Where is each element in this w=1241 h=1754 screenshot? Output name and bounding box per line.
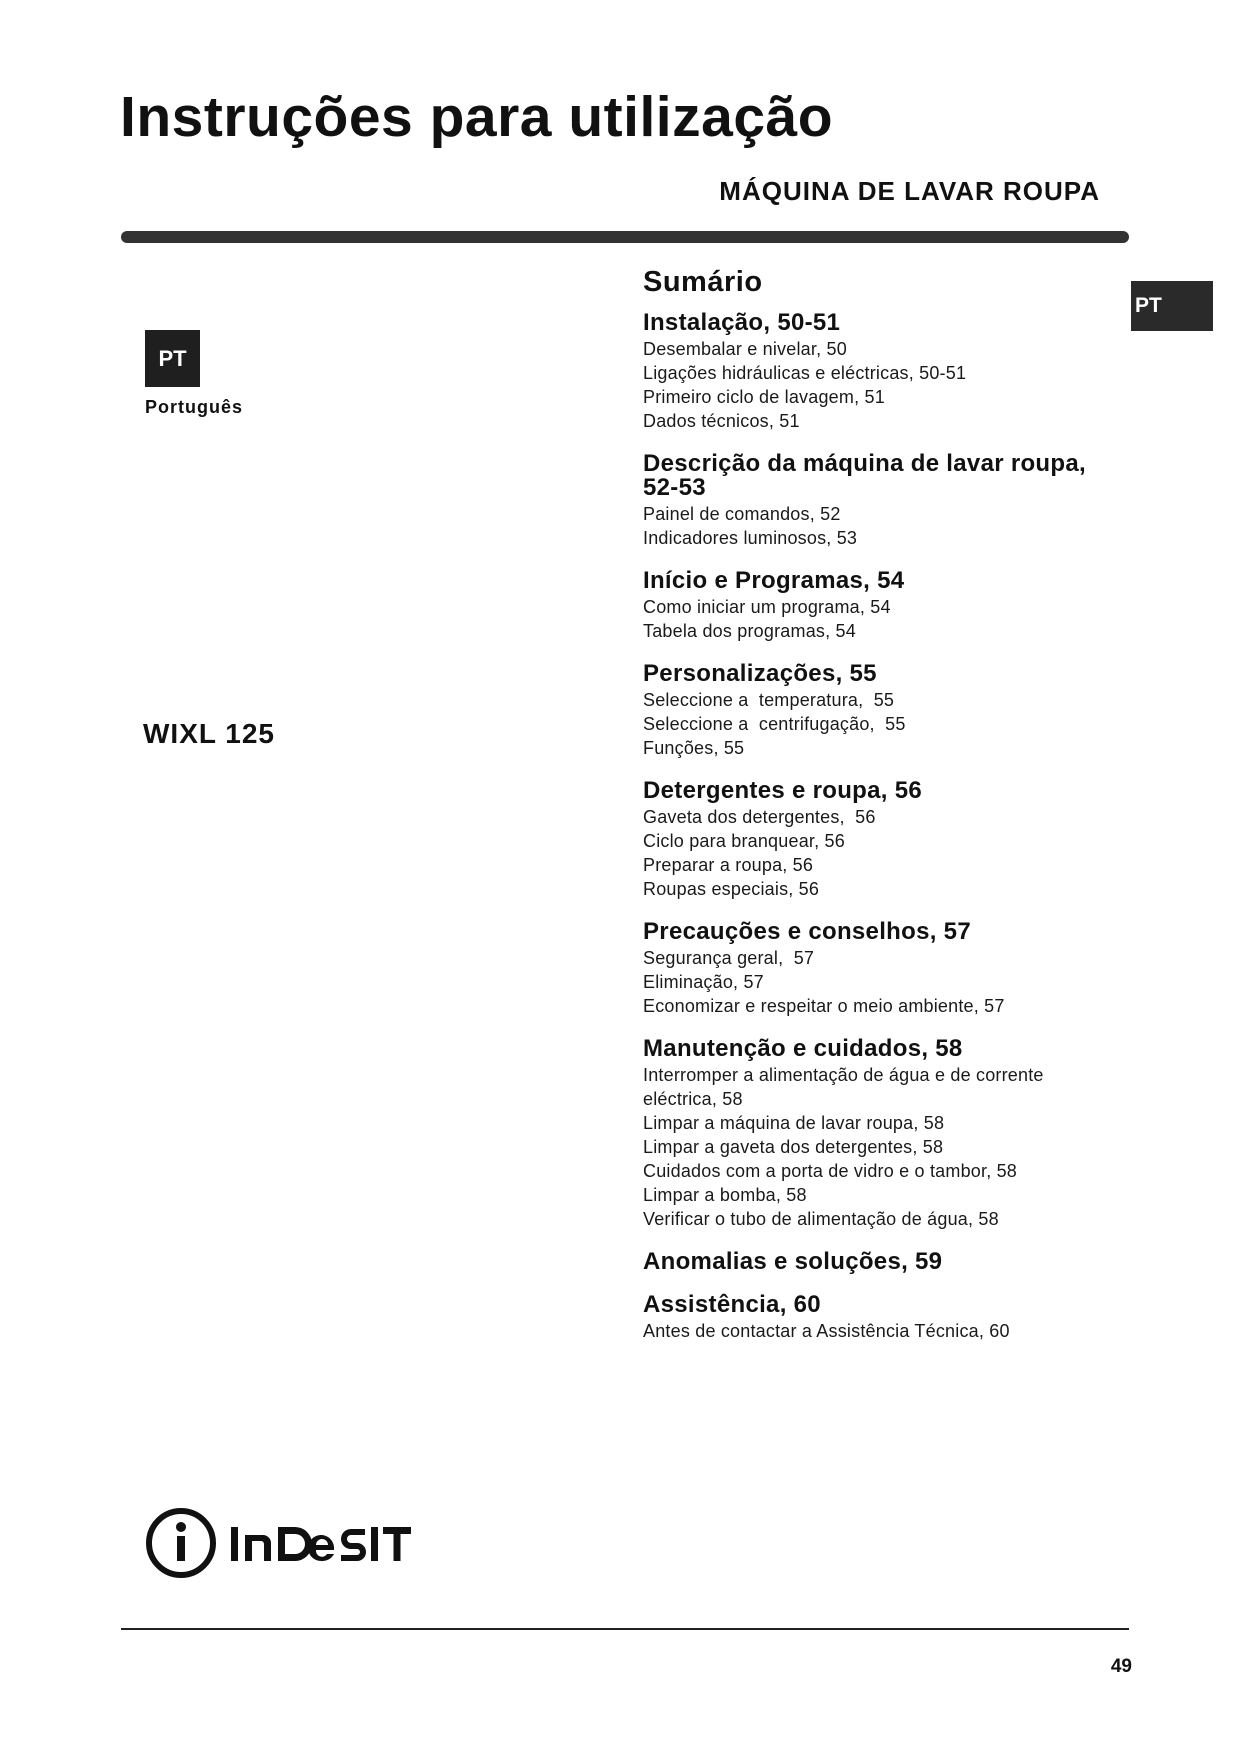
- toc-section: [643, 1037, 1113, 1231]
- header-divider: [121, 231, 1129, 243]
- toc-section-title: Anomalias e soluções, 59: [643, 1248, 943, 1275]
- toc-item: Desembalar e nivelar, 50: [643, 339, 847, 359]
- toc-section-title: Descrição da máquina de lavar roupa, 52-53: [643, 450, 1086, 501]
- toc-item: Tabela dos programas, 54: [643, 621, 856, 641]
- indesit-wordmark: [231, 1527, 411, 1561]
- toc-section: [643, 662, 1113, 760]
- toc-section: [643, 920, 1113, 1018]
- toc-item: Limpar a gaveta dos detergentes, 58: [643, 1137, 944, 1157]
- toc-item: Verificar o tubo de alimentação de água, 58: [643, 1209, 999, 1229]
- indesit-i-logo-icon: [149, 1511, 213, 1575]
- toc-item: Cuidados com a porta de vidro e o tambor, 58: [643, 1161, 1018, 1181]
- toc-item-list: [643, 595, 1113, 643]
- toc-section-title: Detergentes e roupa, 56: [643, 777, 922, 804]
- toc-heading: Sumário: [643, 266, 763, 298]
- page-title: Instruções para utilização: [120, 85, 834, 149]
- toc-item: Ciclo para branquear, 56: [643, 831, 845, 851]
- indesit-logo: [145, 1505, 435, 1581]
- toc-item: Limpar a bomba, 58: [643, 1185, 807, 1205]
- toc-item: Seleccione a centrifugação, 55: [643, 714, 906, 734]
- toc-sections: [643, 311, 1113, 1343]
- toc-item: Antes de contactar a Assistência Técnica, 60: [643, 1321, 1010, 1341]
- toc-section-title: Manutenção e cuidados, 58: [643, 1035, 963, 1062]
- toc-item: Limpar a máquina de lavar roupa, 58: [643, 1113, 945, 1133]
- toc-item: Roupas especiais, 56: [643, 879, 820, 899]
- toc-section-title: Assistência, 60: [643, 1291, 821, 1318]
- toc-item: Dados técnicos, 51: [643, 411, 800, 431]
- toc-item-list: [643, 1063, 1113, 1231]
- toc-section-title: Início e Programas, 54: [643, 567, 905, 594]
- toc-item-list: [643, 946, 1113, 1018]
- model-number: WIXL 125: [143, 718, 275, 749]
- toc-item: Seleccione a temperatura, 55: [643, 690, 895, 710]
- toc-section: [643, 569, 1113, 643]
- toc-item-list: [643, 688, 1113, 760]
- toc-section: [643, 779, 1113, 901]
- toc-item: Interromper a alimentação de água e de corrente eléctrica, 58: [643, 1065, 1049, 1109]
- toc-section: [643, 452, 1113, 550]
- toc-item: Funções, 55: [643, 738, 745, 758]
- toc-item-list: [643, 502, 1113, 550]
- toc-section: [643, 1293, 1113, 1343]
- table-of-contents: [643, 266, 1113, 1362]
- toc-item: Indicadores luminosos, 53: [643, 528, 858, 548]
- language-side-tab: [1131, 281, 1213, 331]
- toc-item: Preparar a roupa, 56: [643, 855, 814, 875]
- toc-item-list: [643, 1319, 1113, 1343]
- toc-item: Primeiro ciclo de lavagem, 51: [643, 387, 885, 407]
- toc-section-title: Precauções e conselhos, 57: [643, 918, 971, 945]
- toc-item-list: [643, 337, 1113, 433]
- toc-item: Economizar e respeitar o meio ambiente, 57: [643, 996, 1005, 1016]
- page-number: 49: [1110, 1656, 1132, 1677]
- toc-item: Como iniciar um programa, 54: [643, 597, 891, 617]
- toc-item: Gaveta dos detergentes, 56: [643, 807, 876, 827]
- toc-item-list: [643, 805, 1113, 901]
- toc-section: [643, 311, 1113, 433]
- toc-item: Eliminação, 57: [643, 972, 764, 992]
- toc-section-title: Instalação, 50-51: [643, 309, 841, 336]
- product-subtitle: MÁQUINA DE LAVAR ROUPA: [719, 176, 1100, 206]
- toc-item: Ligações hidráulicas e eléctricas, 50-51: [643, 363, 967, 383]
- footer-divider: [121, 1628, 1129, 1630]
- language-badge: PT: [145, 330, 200, 387]
- toc-section-title: Personalizações, 55: [643, 660, 877, 687]
- language-side-tab-label: PT: [1135, 294, 1162, 317]
- language-label: Português: [145, 397, 244, 417]
- toc-item: Segurança geral, 57: [643, 948, 815, 968]
- toc-section: [643, 1250, 1113, 1274]
- toc-item: Painel de comandos, 52: [643, 504, 841, 524]
